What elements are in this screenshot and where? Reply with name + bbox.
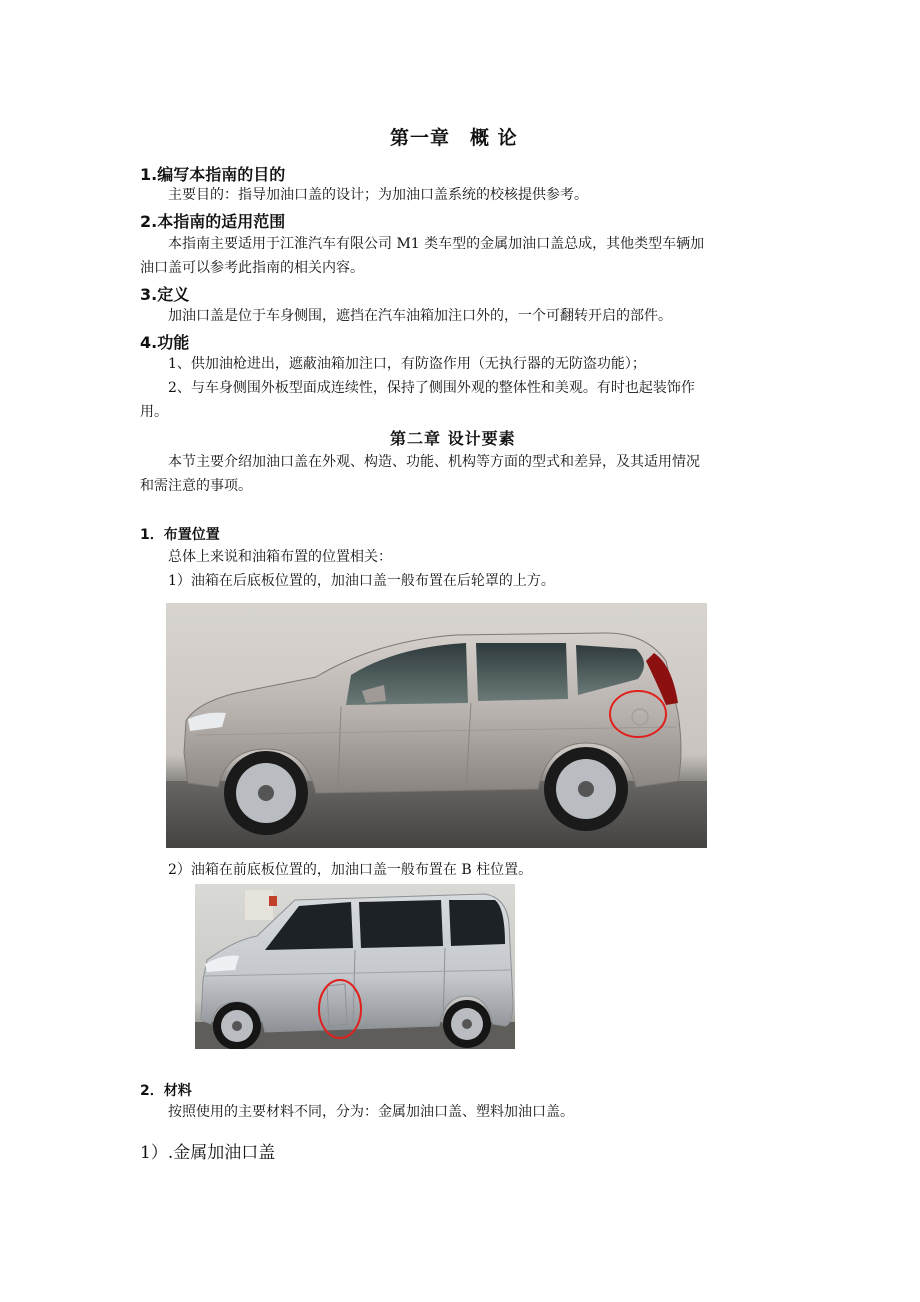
metal-cap-heading: 1）.金属加油口盖	[140, 1143, 276, 1163]
section-function-item2-line2: 用。	[140, 404, 168, 420]
section-definition-heading: 3.定义	[140, 285, 190, 304]
section-function-heading: 4.功能	[140, 333, 190, 352]
section-scope-text-line1: 本指南主要适用于江淮汽车有限公司 M1 类车型的金属加油口盖总成，其他类型车辆加	[168, 236, 705, 252]
section-scope-text-line2: 油口盖可以参考此指南的相关内容。	[140, 260, 364, 276]
section-function-item1: 1、供加油枪进出，遮蔽油箱加注口，有防盗作用（无执行器的无防盗功能）；	[168, 356, 646, 372]
layout-item2: 2）油箱在前底板位置的，加油口盖一般布置在 B 柱位置。	[168, 862, 533, 878]
layout-heading: 1．布置位置	[140, 527, 220, 543]
section-purpose-heading: 1.编写本指南的目的	[140, 165, 286, 184]
layout-item1: 1）油箱在后底板位置的，加油口盖一般布置在后轮罩的上方。	[168, 573, 555, 589]
chapter2-intro-line2: 和需注意的事项。	[140, 478, 252, 494]
chapter2-title: 第二章 设计要素	[390, 429, 516, 448]
car-photo-bpillar-fuel-cap	[195, 884, 515, 1049]
car-photo-rear-fuel-cap	[166, 603, 707, 848]
section-purpose-text: 主要目的：指导加油口盖的设计；为加油口盖系统的校核提供参考。	[168, 187, 588, 203]
chapter1-title: 第一章 概 论	[390, 127, 518, 149]
section-scope-heading: 2.本指南的适用范围	[140, 212, 286, 231]
material-text: 按照使用的主要材料不同，分为：金属加油口盖、塑料加油口盖。	[168, 1104, 574, 1120]
section-function-item2-line1: 2、与车身侧围外板型面成连续性，保持了侧围外观的整体性和美观。有时也起装饰作	[168, 380, 695, 396]
material-heading: 2．材料	[140, 1083, 192, 1099]
layout-text: 总体上来说和油箱布置的位置相关：	[168, 549, 392, 565]
chapter2-intro-line1: 本节主要介绍加油口盖在外观、构造、功能、机构等方面的型式和差异，及其适用情况	[168, 454, 700, 470]
section-definition-text: 加油口盖是位于车身侧围，遮挡在汽车油箱加注口外的，一个可翻转开启的部件。	[168, 308, 672, 324]
